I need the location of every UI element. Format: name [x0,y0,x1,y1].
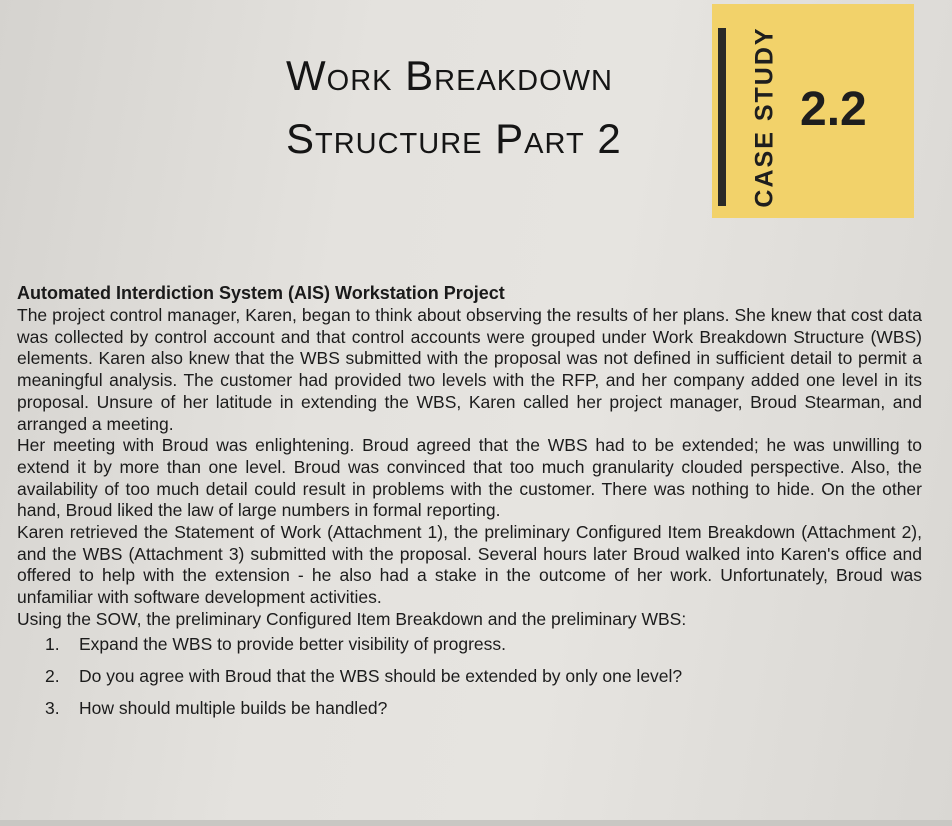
case-study-number: 2.2 [800,83,867,136]
question-number: 2. [45,665,60,686]
question-item [45,633,922,656]
paragraph-1: The project control manager, Karen, began to think about observing the results of her plans. She knew that cost data was collected by control account and that control accounts were grouped under Work Breakdown Structure (WBS) elements. Karen also knew that the WBS submitted with the proposal was not defined in sufficient detail to permit a meaningful analysis. The customer had provided two levels with the RFP, and her company added one level in its proposal. Unsure of her latitude in extending the WBS, Karen called her project manager, Broud Stearman, and arranged a meeting. [17,305,922,434]
question-number: 1. [45,633,60,654]
page-title [286,44,706,170]
question-text: Do you agree with Broud that the WBS should be extended by only one level? [79,665,683,686]
question-text: Expand the WBS to provide better visibility of progress. [79,633,507,654]
case-study-label: CASE STUDY [750,26,779,208]
question-list [17,634,922,720]
paragraph-3: Karen retrieved the Statement of Work (Attachment 1), the preliminary Configured Item Breakdown (Attachment 2), and the WBS (Attachment 3) submitted with the proposal. Several hours later Broud walked into Karen's office and offered to help with the extension - he also had a stake in the outcome of her work. Unfortunately, Broud was unfamiliar with software development activities. [17,522,922,608]
page-bottom-edge [0,820,952,826]
body-text [17,305,922,730]
paragraph-2: Her meeting with Broud was enlightening. Broud agreed that the WBS had to be extended; he was unwilling to extend it by more than one level. Broud was convinced that too much granularity clouded perspective. Also, the availability of too much detail could result in problems with the customer. There was nothing to hide. On the other hand, Broud liked the law of large numbers in formal reporting. [17,435,922,521]
case-study-bar [718,28,726,206]
question-item [45,665,922,688]
question-item [45,697,922,720]
instructions-line: Using the SOW, the preliminary Configured Item Breakdown and the preliminary WBS: [17,608,687,629]
question-text: How should multiple builds be handled? [79,697,388,718]
question-number: 3. [45,697,60,718]
title-line-1: Work Breakdown [286,52,613,99]
project-title: Automated Interdiction System (AIS) Workstation Project [17,283,505,303]
title-line-2: Structure Part 2 [286,115,622,162]
